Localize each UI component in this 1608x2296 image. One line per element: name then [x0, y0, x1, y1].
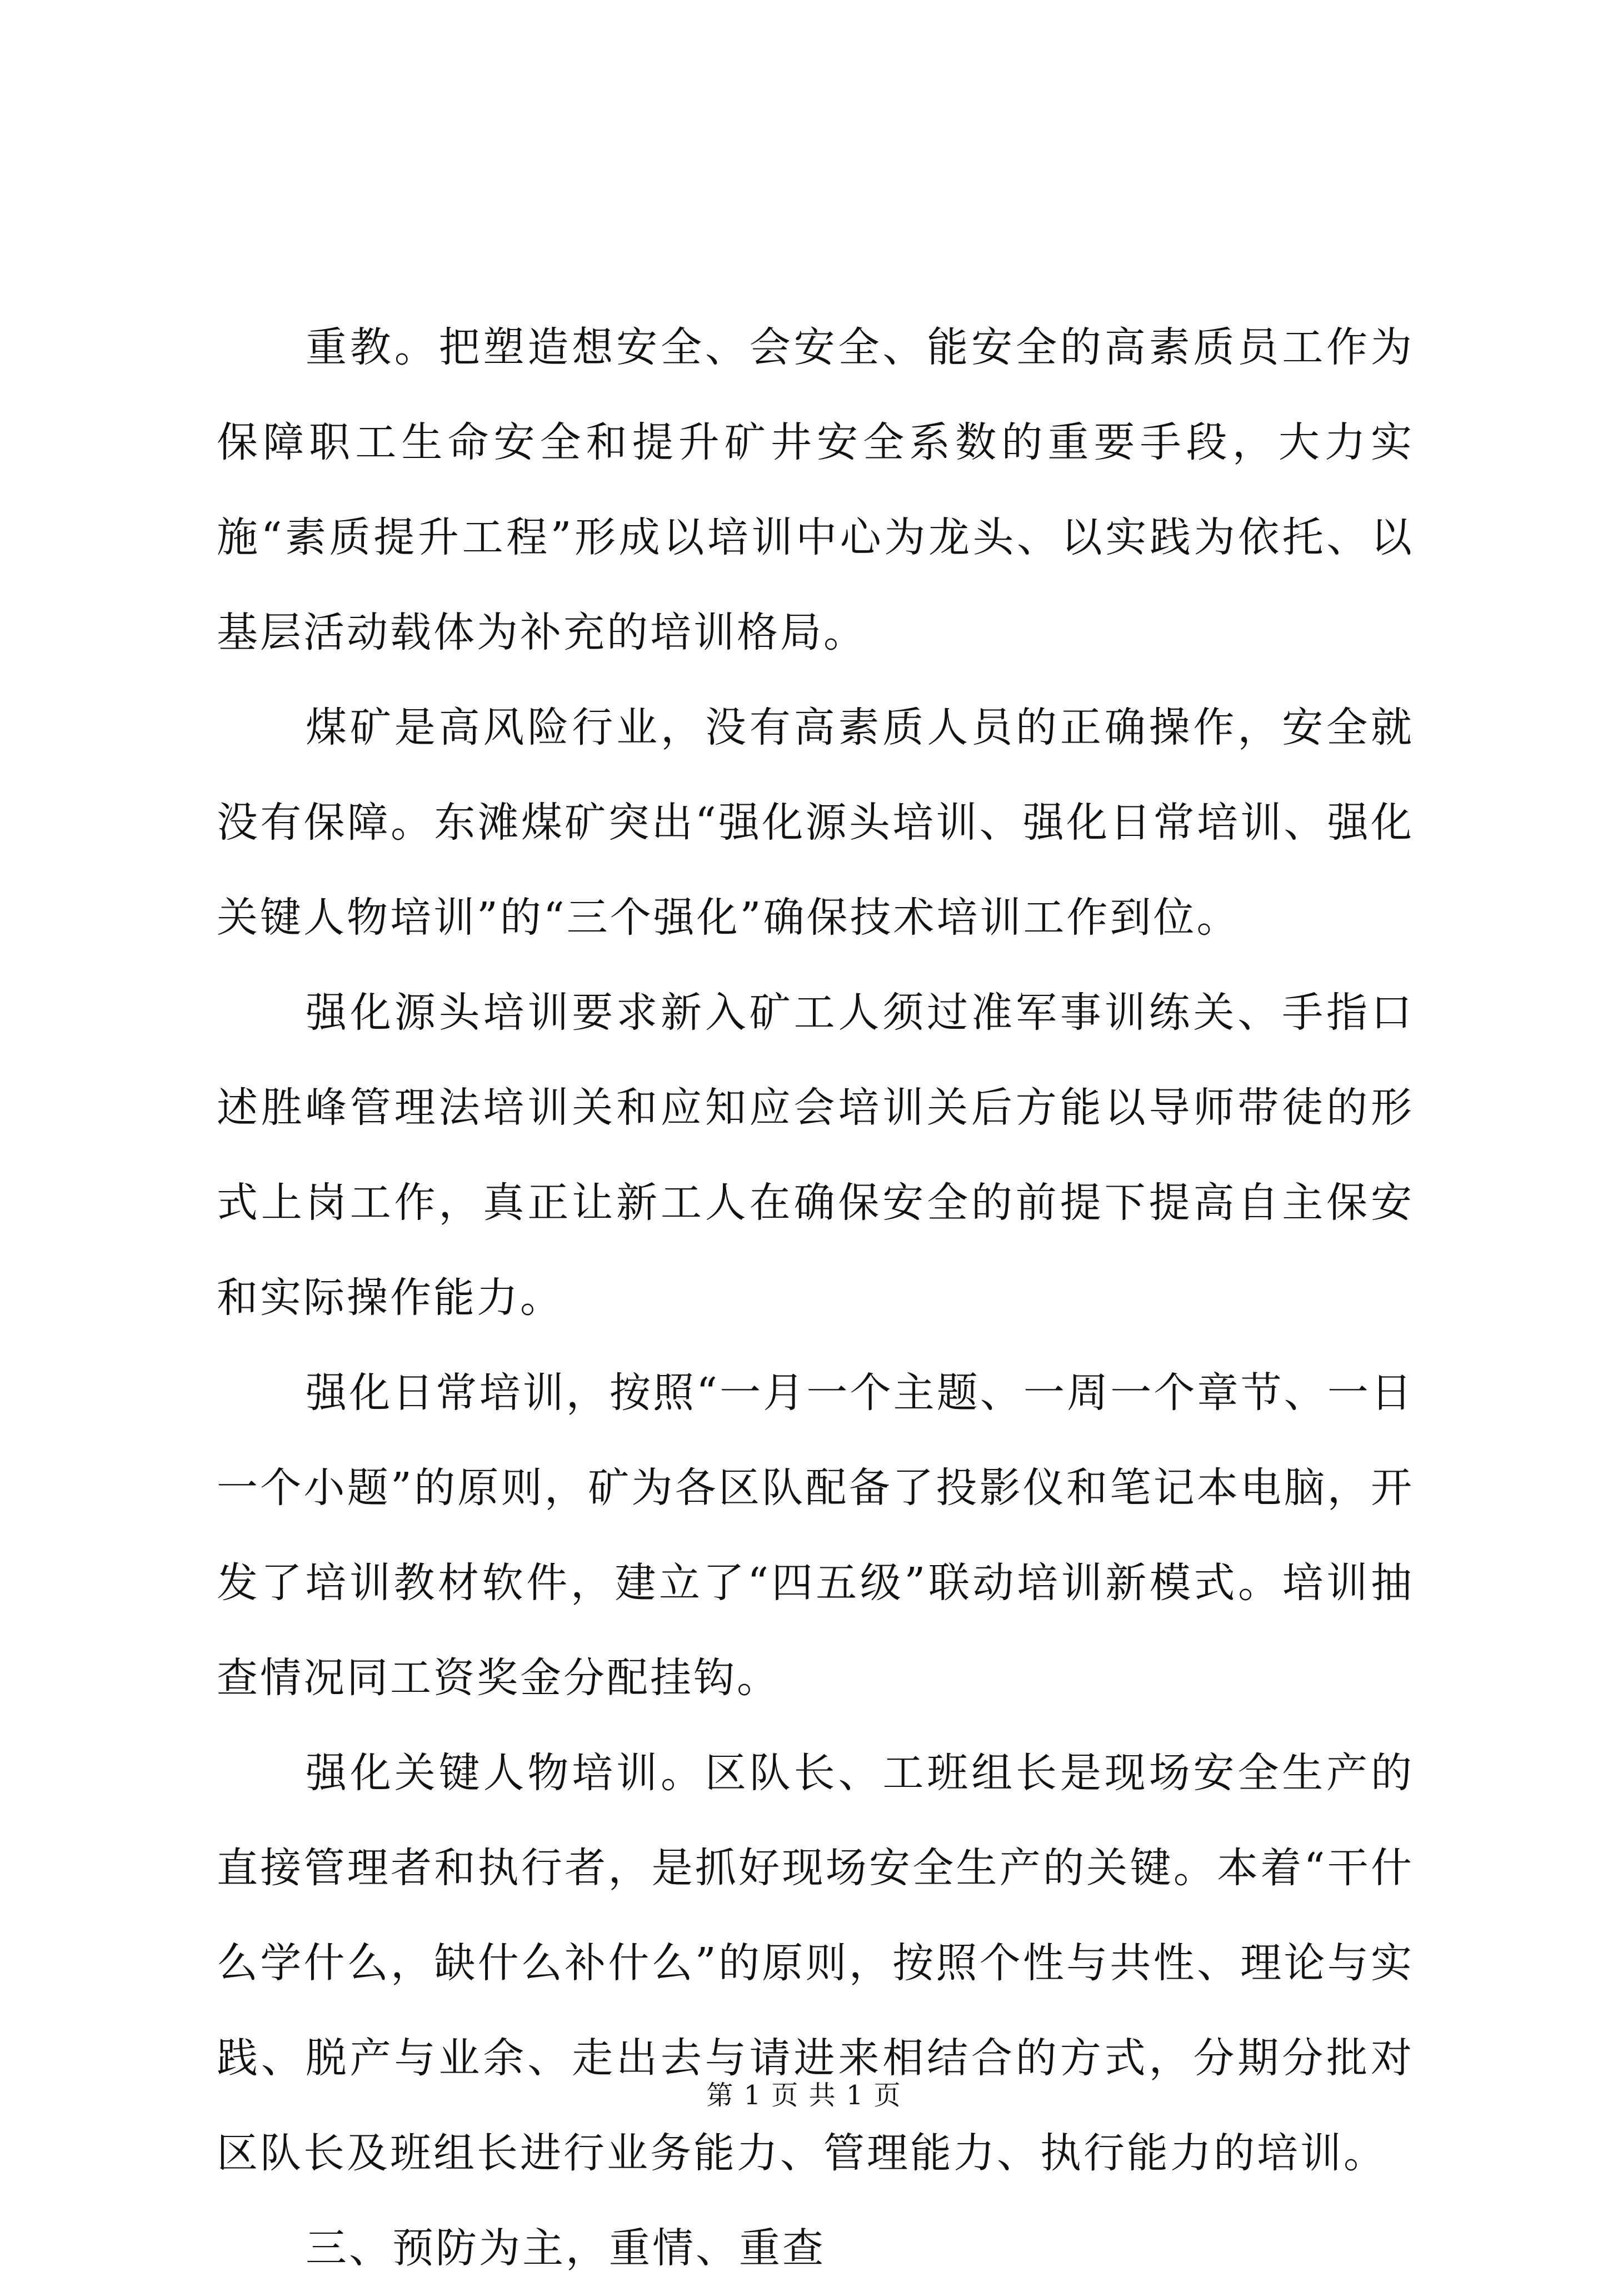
paragraph-5: 强化关键人物培训。区队长、工班组长是现场安全生产的直接管理者和执行者，是抓好现场安全生产的关键。本着“干什么学什么，缺什么补什么”的原则，按照个性与共性、理论与实践、脱产与业余、走出去与请进来相结合的方式，分期分批对区队长及班组长进行业务能力、管理能力、执行能力的培训。 [217, 1749, 1414, 2177]
paragraph-1: 重教。把塑造想安全、会安全、能安全的高素质员工作为保障职工生命安全和提升矿井安全系数的重要手段，大力实施“素质提升工程”形成以培训中心为龙头、以实践为依托、以基层活动载体为补充的培训格局。 [217, 323, 1414, 656]
paragraph-3: 强化源头培训要求新入矿工人须过准军事训练关、手指口述胜峰管理法培训关和应知应会培训关后方能以导师带徒的形式上岗工作，真正让新工人在确保安全的前提下提高自主保安和实际操作能力。 [217, 989, 1414, 1322]
page-number-footer: 第 1 页 共 1 页 [706, 2080, 902, 2111]
document-body [217, 300, 1414, 2296]
paragraph-4: 强化日常培训，按照“一月一个主题、一周一个章节、一日一个小题”的原则，矿为各区队配备了投影仪和笔记本电脑，开发了培训教材软件，建立了“四五级”联动培训新模式。培训抽查情况同工资奖金分配挂钩。 [217, 1369, 1414, 1702]
paragraph-2: 煤矿是高风险行业，没有高素质人员的正确操作，安全就没有保障。东滩煤矿突出“强化源头培训、强化日常培训、强化关键人物培训”的“三个强化”确保技术培训工作到位。 [217, 704, 1414, 942]
section-heading: 三、预防为主，重情、重查 [306, 2224, 826, 2272]
